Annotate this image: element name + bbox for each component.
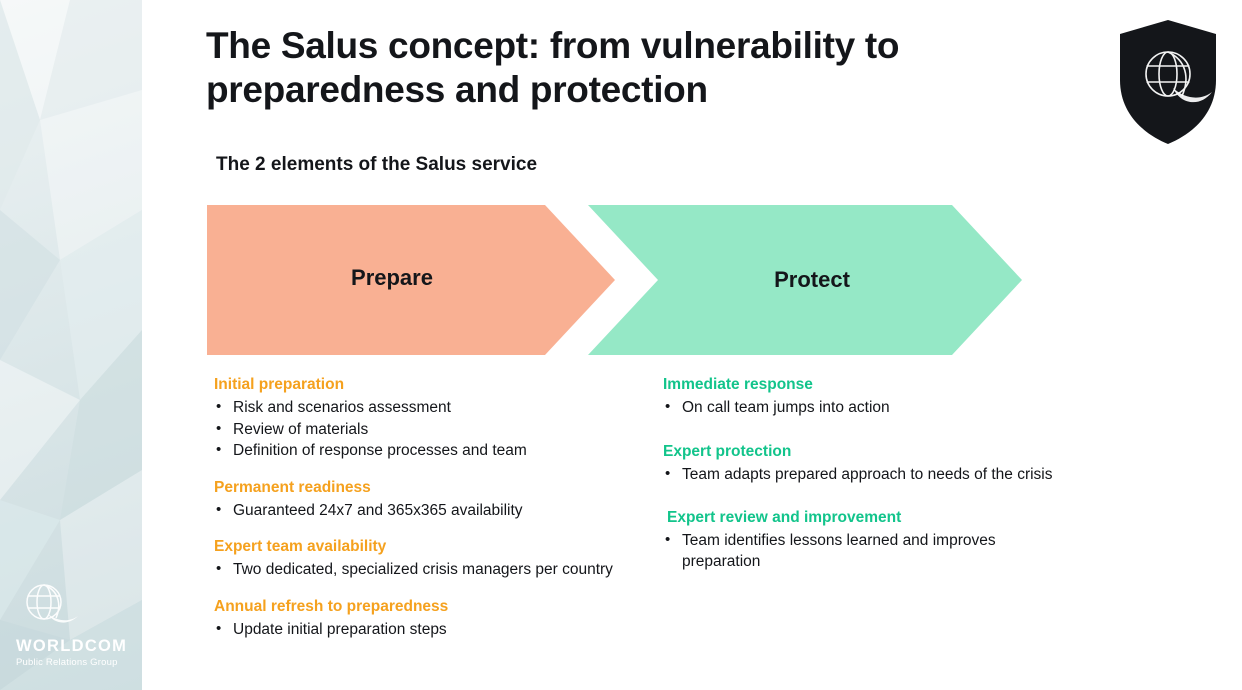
detail-group <box>663 375 1063 419</box>
list-item: • Team identifies lessons learned and improves preparation <box>663 531 1063 572</box>
bullet-list <box>214 398 614 461</box>
group-heading: Expert team availability <box>214 538 387 556</box>
prepare-label: Prepare <box>351 265 433 290</box>
list-item: • Update initial preparation steps <box>214 620 614 640</box>
detail-group <box>663 508 1063 572</box>
protect-details-column <box>663 375 1063 588</box>
shield-globe-icon <box>1116 18 1220 146</box>
prepare-details-column <box>214 375 614 656</box>
detail-group <box>214 375 614 462</box>
bullet-list <box>663 398 1063 418</box>
brand-tagline: Public Relations Group <box>16 657 118 668</box>
detail-group <box>663 442 1063 486</box>
page-subtitle: The 2 elements of the Salus service <box>216 154 538 175</box>
list-item: • Review of materials <box>214 420 614 440</box>
list-item: • Guaranteed 24x7 and 365x365 availability <box>214 501 614 521</box>
bullet-list <box>663 531 1063 572</box>
group-heading: Expert review and improvement <box>667 509 902 527</box>
group-heading: Permanent readiness <box>214 478 371 496</box>
list-item: • Two dedicated, specialized crisis managers per country <box>214 560 614 580</box>
detail-group <box>214 478 614 522</box>
decorative-sidebar <box>0 0 142 690</box>
globe-icon <box>18 578 80 630</box>
bullet-list <box>214 560 614 580</box>
group-heading: Immediate response <box>663 376 813 393</box>
detail-group <box>214 597 614 641</box>
detail-group <box>214 537 614 581</box>
group-heading: Initial preparation <box>214 376 345 393</box>
list-item: • On call team jumps into action <box>663 398 1063 418</box>
worldcom-logo <box>16 578 126 668</box>
process-band <box>207 205 1025 355</box>
brand-name: WORLDCOM <box>16 636 128 655</box>
page-title: The Salus concept: from vulnerability to preparedness and protection <box>206 25 900 111</box>
protect-label: Protect <box>774 267 850 292</box>
list-item: • Risk and scenarios assessment <box>214 398 614 418</box>
list-item: • Definition of response processes and team <box>214 441 614 461</box>
group-heading: Annual refresh to preparedness <box>214 597 449 615</box>
bullet-list <box>214 501 614 521</box>
group-heading: Expert protection <box>663 442 792 460</box>
list-item: • Team adapts prepared approach to needs of the crisis <box>663 465 1063 485</box>
bullet-list <box>663 465 1063 485</box>
bullet-list <box>214 620 614 640</box>
